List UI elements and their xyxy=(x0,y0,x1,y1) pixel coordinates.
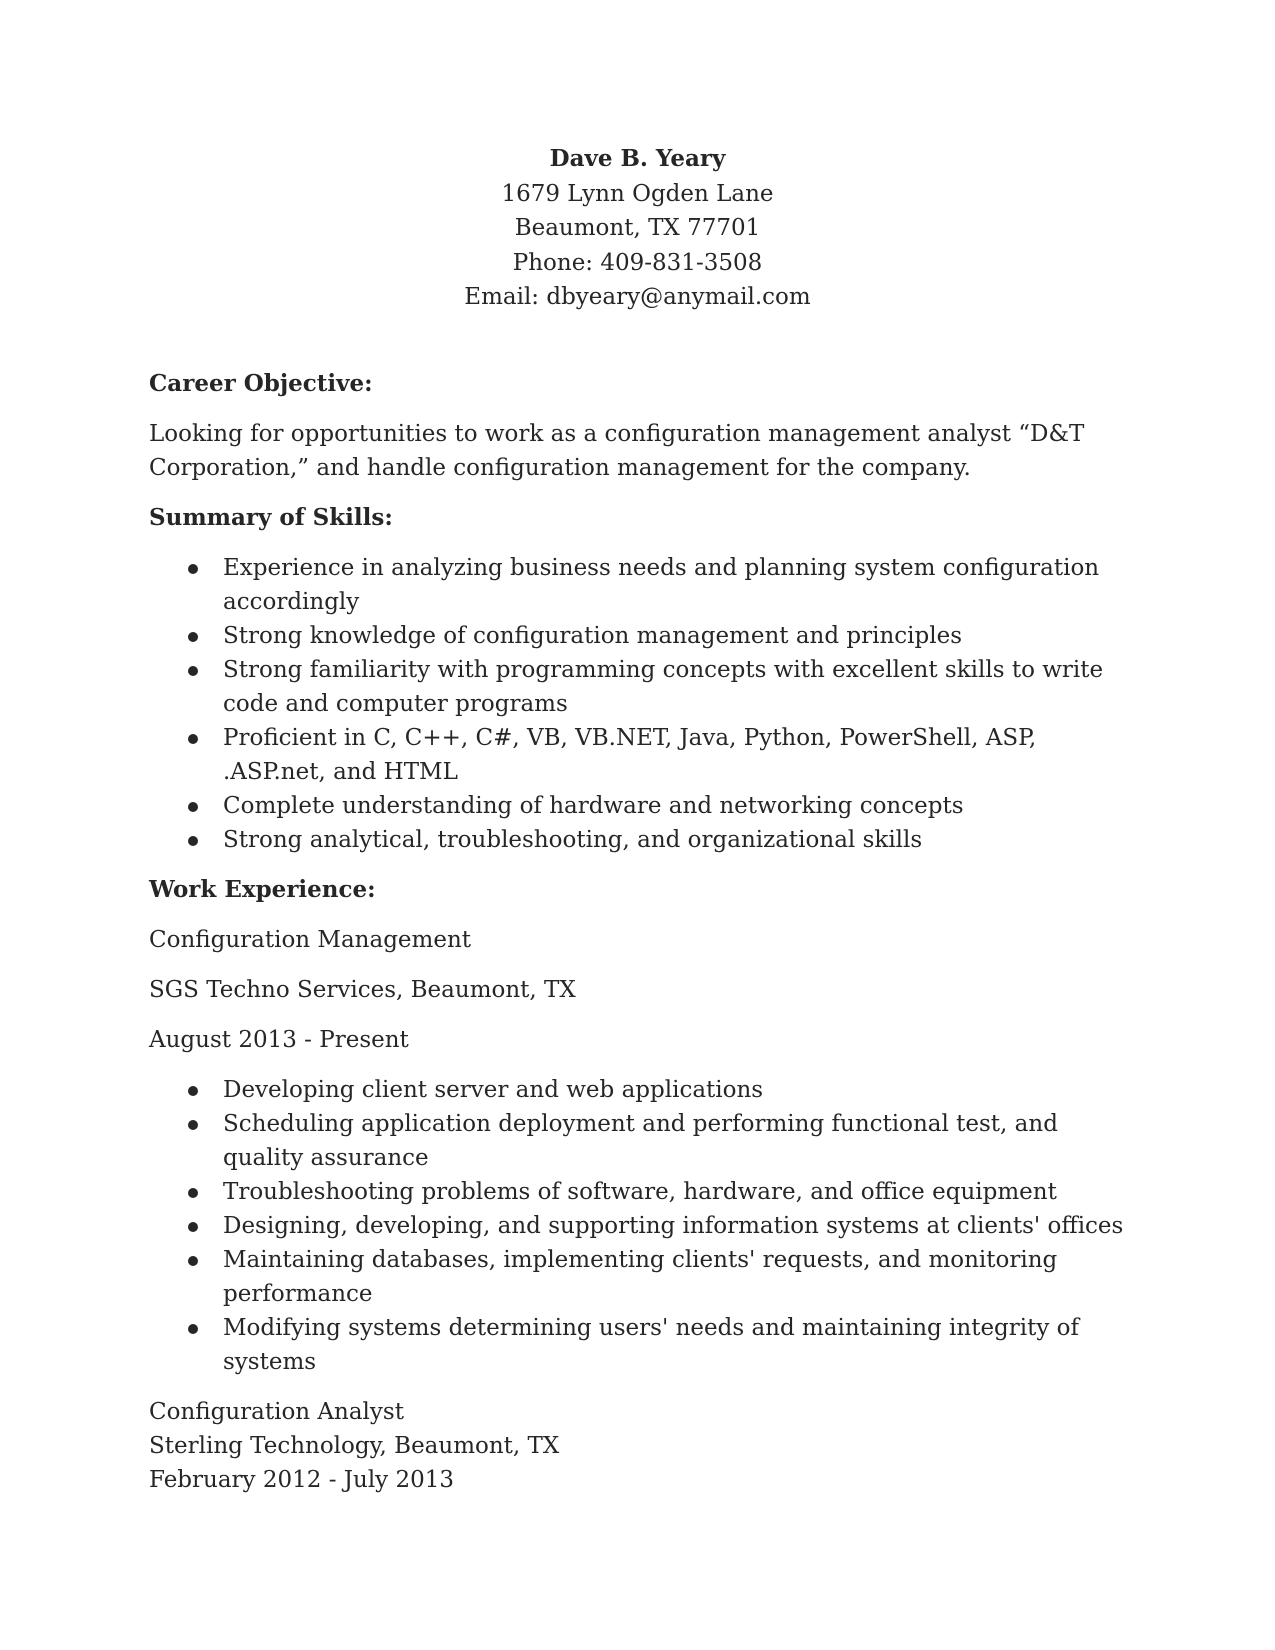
career-objective-text: Looking for opportunities to work as a configuration management analyst “D&T Corporation,” and handle configuration management for the company. xyxy=(149,421,1085,481)
address-line-2: Beaumont, TX 77701 xyxy=(514,215,761,241)
resume-body xyxy=(149,367,1129,1497)
list-item: Proficient in C, C++, C#, VB, VB.NET, Java, Python, PowerShell, ASP, .ASP.net, and HTML xyxy=(149,721,1129,789)
applicant-name: Dave B. Yeary xyxy=(549,145,726,172)
job-dates: February 2012 - July 2013 xyxy=(149,1467,455,1493)
bullet-icon xyxy=(188,632,198,642)
address-line-1: 1679 Lynn Ogden Lane xyxy=(501,180,774,207)
job-title: Configuration Management xyxy=(149,927,472,953)
list-item: Strong knowledge of configuration management and principles xyxy=(149,619,1129,653)
bullet-icon xyxy=(188,734,198,744)
bullet-icon xyxy=(188,564,198,574)
list-item: Troubleshooting problems of software, hardware, and office equipment xyxy=(149,1175,1129,1209)
list-item: Developing client server and web applications xyxy=(149,1073,1129,1107)
list-item: Scheduling application deployment and performing functional test, and quality assurance xyxy=(149,1107,1129,1175)
work-experience-heading: Work Experience: xyxy=(149,876,376,903)
bullet-icon xyxy=(188,802,198,812)
bullet-icon xyxy=(188,1222,198,1232)
list-item: Designing, developing, and supporting information systems at clients' offices xyxy=(149,1209,1129,1243)
contact-header xyxy=(0,142,1275,315)
bullet-icon xyxy=(188,1256,198,1266)
job-company: SGS Techno Services, Beaumont, TX xyxy=(149,977,576,1003)
skills-list xyxy=(149,551,1129,857)
career-objective-heading: Career Objective: xyxy=(149,370,373,397)
job-title: Configuration Analyst xyxy=(149,1399,404,1425)
skills-heading: Summary of Skills: xyxy=(149,504,393,531)
bullet-icon xyxy=(188,1188,198,1198)
list-item: Experience in analyzing business needs and planning system configuration accordingly xyxy=(149,551,1129,619)
job-dates: August 2013 - Present xyxy=(149,1027,409,1053)
job-company: Sterling Technology, Beaumont, TX xyxy=(149,1433,560,1459)
list-item: Maintaining databases, implementing clients' requests, and monitoring performance xyxy=(149,1243,1129,1311)
list-item: Strong familiarity with programming concepts with excellent skills to write code and computer programs xyxy=(149,653,1129,721)
bullet-icon xyxy=(188,836,198,846)
list-item: Strong analytical, troubleshooting, and organizational skills xyxy=(149,823,1129,857)
list-item: Complete understanding of hardware and networking concepts xyxy=(149,789,1129,823)
phone-line: Phone: 409-831-3508 xyxy=(512,249,763,276)
list-item: Modifying systems determining users' needs and maintaining integrity of systems xyxy=(149,1311,1129,1379)
job-duties-list xyxy=(149,1073,1129,1379)
bullet-icon xyxy=(188,1120,198,1130)
bullet-icon xyxy=(188,1086,198,1096)
bullet-icon xyxy=(188,666,198,676)
bullet-icon xyxy=(188,1324,198,1334)
email-line: Email: dbyeary@anymail.com xyxy=(464,284,811,310)
